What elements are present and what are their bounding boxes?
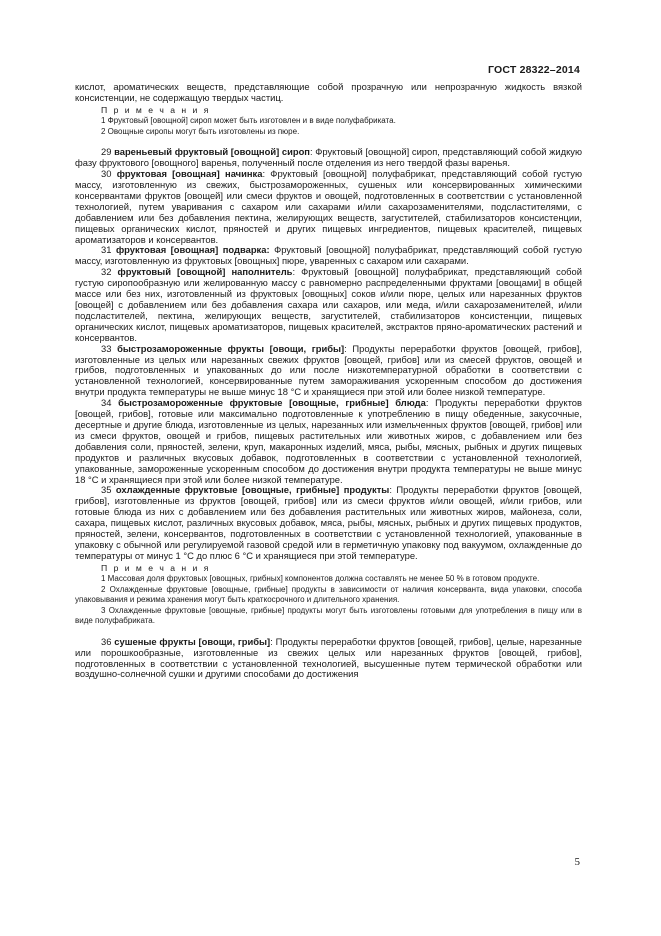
definition-35 xyxy=(75,485,582,561)
definition-term: сушеные фрукты [овощи, грибы] xyxy=(114,635,271,647)
definition-number: 33 xyxy=(101,342,112,354)
definition-31 xyxy=(75,245,582,267)
definition-number: 32 xyxy=(101,266,112,278)
definition-term: фруктовая [овощная] подварка: xyxy=(115,244,270,256)
note-item: 1 Массовая доля фруктовых [овощных, грибных] компонентов должна составлять не менее 50 % в готовом продукте. xyxy=(101,574,540,584)
definition-number: 36 xyxy=(101,635,112,647)
notes-block-1 xyxy=(75,105,582,138)
definition-text: : Фруктовый [овощной] полуфабрикат, представляющий собой густую массу, изготовленную из свежих, быстрозамороженных, сушеных или консервированных химическими консервантами фруктов [овощей] или смеси фруктов и овощей, подготовленных в соответствии с установленной технологией, путем уваривания с сахаром или сахарами и/или сахарозаменителями, подсластителями, с добавлением или без добавления пектина, желирующих веществ, загустителей, стабилизаторов консистенции, пищевых органических кислот, пряностей и других пищевых ингредиентов, пищевых красителей, пищевых ароматизаторов и консервантов. xyxy=(75,168,583,245)
definition-term: охлажденные фруктовые [овощные, грибные] продукты xyxy=(115,484,390,496)
definition-text: : Продукты переработки фруктов [овощей, грибов], готовые или максимально подготовленные к употреблению в пищу обеденные, закусочные, десертные и другие блюда, изготовленные из целых, нарезанных или измельченных фруктов [овощей, грибов] или из смеси фруктов, овощей и грибов, пищевых растительных или животных жиров, с добавлением или без добавления соли, пряностей, зелени, круп, макаронных изделий, мяса, рыбы, мясных, рыбных и других пищевых продуктов и различных вкусовых добавок, подготовленных в соответствии с установленной технологией, упакованные, замороженные ускоренным способом до достижения внутри продукта температуры не выше минус 18 °С и хранящиеся при этой или более низкой температуре. xyxy=(75,397,582,485)
definition-term: фруктовый [овощной] наполнитель xyxy=(117,266,293,278)
definition-term: быстрозамороженные фрукты [овощи, грибы] xyxy=(117,342,345,354)
definition-text: : Фруктовый [овощной] сироп, представляющий собой жидкую фазу фруктового [овощного] варенья, полученный после отделения из него твердой фазы варенья. xyxy=(75,146,582,169)
definition-term: быстрозамороженные фруктовые [овощные, грибные] блюда xyxy=(118,397,426,409)
page-number: 5 xyxy=(574,856,580,868)
definition-32 xyxy=(75,267,582,343)
definition-term: фруктовая [овощная] начинка xyxy=(116,168,263,180)
notes-title: П р и м е ч а н и я xyxy=(101,104,211,115)
page-content xyxy=(75,82,582,680)
standard-code-header: ГОСТ 28322–2014 xyxy=(487,64,580,76)
note-item: 3 Охлажденные фруктовые [овощные, грибные] продукты могут быть изготовлены готовыми для употребления в пищу или в виде полуфабриката. xyxy=(75,605,582,626)
definition-30 xyxy=(75,169,582,245)
definition-number: 29 xyxy=(101,146,112,158)
definition-text: : Продукты переработки фруктов [овощей, грибов], изготовленные из фруктов [овощей, грибов] или из смеси фруктов и/или овощей, и/или грибов, или готовые блюда из них с добавлением или без добавления растительных или животных жиров, майонеза, соли, сахара, пищевых кислот, различных вкусовых добавок, мяса, рыбы, мясных, рыбных и других пищевых продуктов, пряностей, зелени, консервантов, подготовленных в соответствии с установленной технологией, упакованные в упаковку с обычной или регулируемой газовой средой или в герметичную упаковку под вакуумом, охлажденные до температуры от минус 1 °С до плюс 6 °С и хранящиеся при этой температуре. xyxy=(75,484,582,561)
definition-text: : Фруктовый [овощной] полуфабрикат, представляющий собой густую сиропообразную или желированную массу с равномерно распределенными фруктами [овощами] в общей массе или без них, изготовленный из фруктовых [овощных] соков и/или пюре, целых или нарезанных фруктов [овощей] с добавлением или без добавления сахара или сахаров, или меда, и/или сахарозаменителей, и/или подсластителей, пектина, желирующих веществ, загустителей, стабилизаторов консистенции, пищевых органических кислот, пищевых ароматизаторов, пищевых красителей, экстрактов пряно-ароматических растений и консервантов. xyxy=(75,266,582,343)
definition-33 xyxy=(75,344,582,399)
definition-text: Фруктовый [овощной] полуфабрикат, представляющий собой густую массу, изготовленную из фруктовых [овощных] пюре, уваренных с сахаром или сахарами. xyxy=(75,244,582,267)
notes-title: П р и м е ч а н и я xyxy=(101,562,211,573)
definition-29 xyxy=(75,147,582,169)
note-item: 2 Овощные сиропы могут быть изготовлены из пюре. xyxy=(101,126,300,136)
definition-number: 31 xyxy=(101,244,112,256)
intro-paragraph: кислот, ароматических веществ, представляющие собой прозрачную или непрозрачную жидкость вязкой консистенции, не содержащую твердых частиц. xyxy=(75,81,582,103)
note-item: 1 Фруктовый [овощной] сироп может быть изготовлен и в виде полуфабриката. xyxy=(101,116,396,126)
definition-number: 34 xyxy=(101,397,112,409)
note-item: 2 Охлажденные фруктовые [овощные, грибные] продукты в зависимости от наличия консерванта, вида упаковки, способа упаковывания и режима хранения могут быть краткосрочного и длительного хранения. xyxy=(75,584,582,605)
notes-block-2 xyxy=(75,563,582,627)
definition-number: 35 xyxy=(101,484,112,496)
definition-term: вареньевый фруктовый [овощной] сироп xyxy=(114,146,310,158)
definition-number: 30 xyxy=(101,168,112,180)
definition-36 xyxy=(75,637,582,681)
definition-text: : Продукты переработки фруктов [овощей, грибов], изготовленные из целых или нарезанных свежих фруктов [овощей, грибов] или из смесей фруктов, овощей и грибов, подготовленных и упакованных до или после низкотемпературной обработки в соответствии с установленной технологией, консервированные путем замораживания ускоренным способом до достижения внутри продукта температуры не выше минус 18 °С и хранящиеся при этой или более низкой температуре. xyxy=(75,342,582,398)
definition-34 xyxy=(75,398,582,485)
definition-text: : Продукты переработки фруктов [овощей, грибов], целые, нарезанные или порошкообразные, изготовленные из свежих целых или нарезанных фруктов [овощей, грибов], подготовленных в соответствии с установленной технологией, высушенные путем термической обработки или воздушно-солнечной сушки и другими способами до достижения xyxy=(75,635,582,680)
